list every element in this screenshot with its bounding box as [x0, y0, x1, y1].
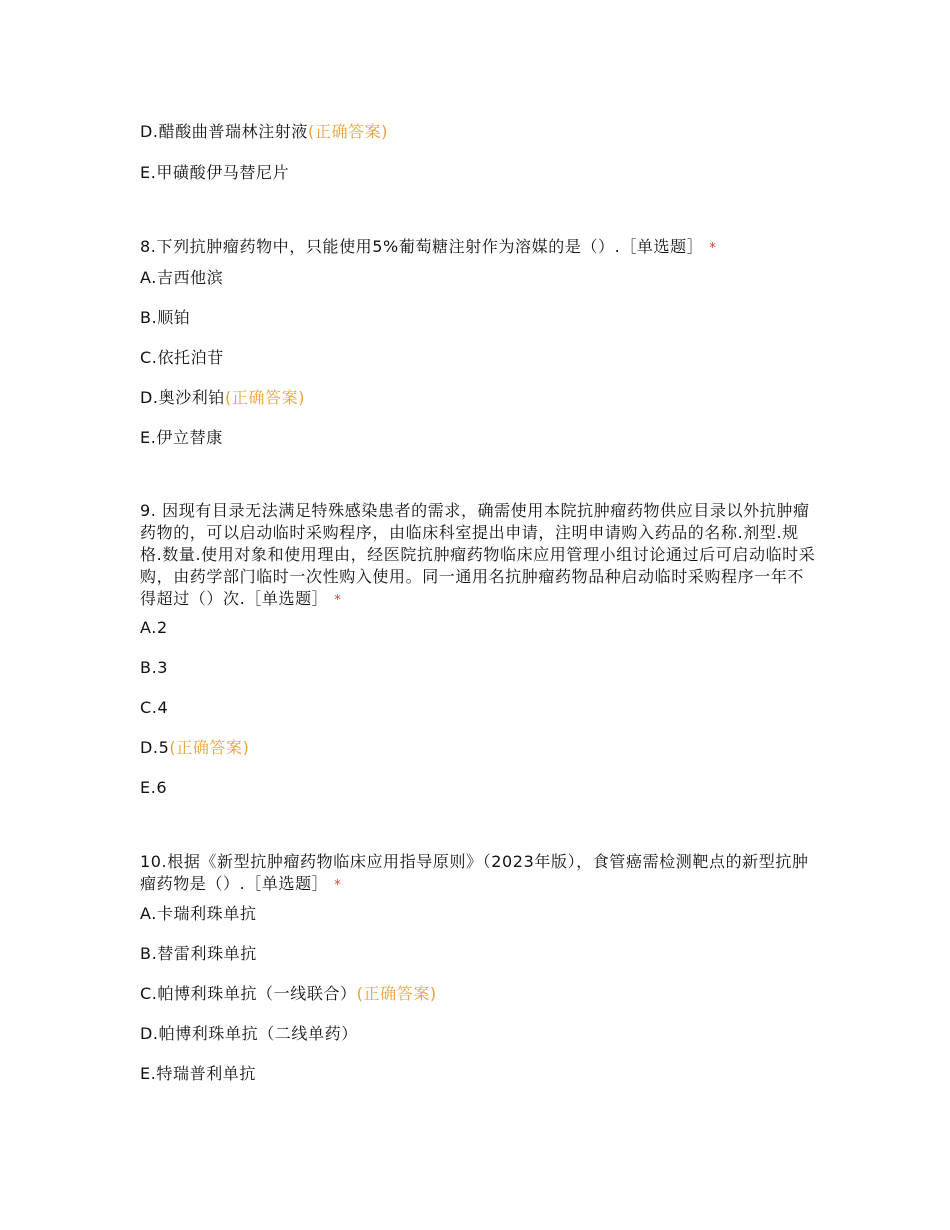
option-text: B.3	[140, 658, 169, 677]
option-text: D.帕博利珠单抗（二线单药）	[140, 1024, 358, 1043]
required-asterisk: *	[334, 878, 342, 893]
option-text: E.6	[140, 778, 168, 797]
option-text: D.奥沙利铂	[140, 388, 226, 407]
q9-option-b[interactable]	[140, 658, 168, 678]
q10-option-a[interactable]	[140, 904, 257, 924]
option-text: E.伊立替康	[140, 428, 223, 447]
option-text: A.吉西他滨	[140, 268, 224, 287]
option-text: E.甲磺酸伊马替尼片	[140, 163, 290, 182]
option-text: A.卡瑞利珠单抗	[140, 904, 257, 923]
q9-option-a[interactable]	[140, 618, 168, 638]
q8-option-d[interactable]	[140, 388, 305, 408]
question-9-title: 9. 因现有目录无法满足特殊感染患者的需求，确需使用本院抗肿瘤药物供应目录以外抗肿瘤药物的，可以启动临时采购程序，由临床科室提出申请，注明申请购入药品的名称.剂型.规格.数量.使用对象和使用理由，经医院抗肿瘤药物临床应用管理小组讨论通过后可启动临时采购，由药学部门临时一次性购入使用。同一通用名抗肿瘤药物品种启动临时采购程序一年不得超过（）次.［单选题］ *	[140, 501, 816, 608]
question-8-title: 8.下列抗肿瘤药物中，只能使用5%葡萄糖注射作为溶媒的是（）.［单选题］ *	[140, 237, 717, 256]
q8-option-c[interactable]	[140, 348, 224, 368]
option-d-prev[interactable]	[140, 122, 388, 142]
option-text: A.2	[140, 618, 168, 637]
option-text: B.顺铂	[140, 308, 191, 327]
correct-answer-tag: (正确答案)	[308, 122, 389, 141]
required-asterisk: *	[709, 241, 717, 256]
q10-option-e[interactable]	[140, 1064, 256, 1084]
correct-answer-tag: (正确答案)	[356, 984, 437, 1003]
option-text: D.5	[140, 738, 170, 757]
q10-option-b[interactable]	[140, 944, 257, 964]
option-text: C.帕博利珠单抗（一线联合）	[140, 984, 357, 1003]
option-text: D.醋酸曲普瑞林注射液	[140, 122, 309, 141]
question-10-title: 10.根据《新型抗肿瘤药物临床应用指导原则》（2023年版），食管癌需检测靶点的新型抗肿瘤药物是（）.［单选题］ *	[140, 852, 809, 893]
option-text: C.依托泊苷	[140, 348, 224, 367]
q9-option-e[interactable]	[140, 778, 167, 798]
q9-option-d[interactable]	[140, 738, 249, 758]
q8-option-b[interactable]	[140, 308, 190, 328]
option-e-prev[interactable]	[140, 163, 289, 183]
required-asterisk: *	[334, 593, 342, 608]
q10-option-c[interactable]	[140, 984, 437, 1004]
correct-answer-tag: (正确答案)	[225, 388, 306, 407]
q8-option-e[interactable]	[140, 428, 223, 448]
q10-option-d[interactable]	[140, 1024, 358, 1044]
option-text: E.特瑞普利单抗	[140, 1064, 256, 1083]
option-text: B.替雷利珠单抗	[140, 944, 257, 963]
q9-option-c[interactable]	[140, 698, 168, 718]
option-text: C.4	[140, 698, 169, 717]
q8-option-a[interactable]	[140, 268, 223, 288]
correct-answer-tag: (正确答案)	[169, 738, 250, 757]
